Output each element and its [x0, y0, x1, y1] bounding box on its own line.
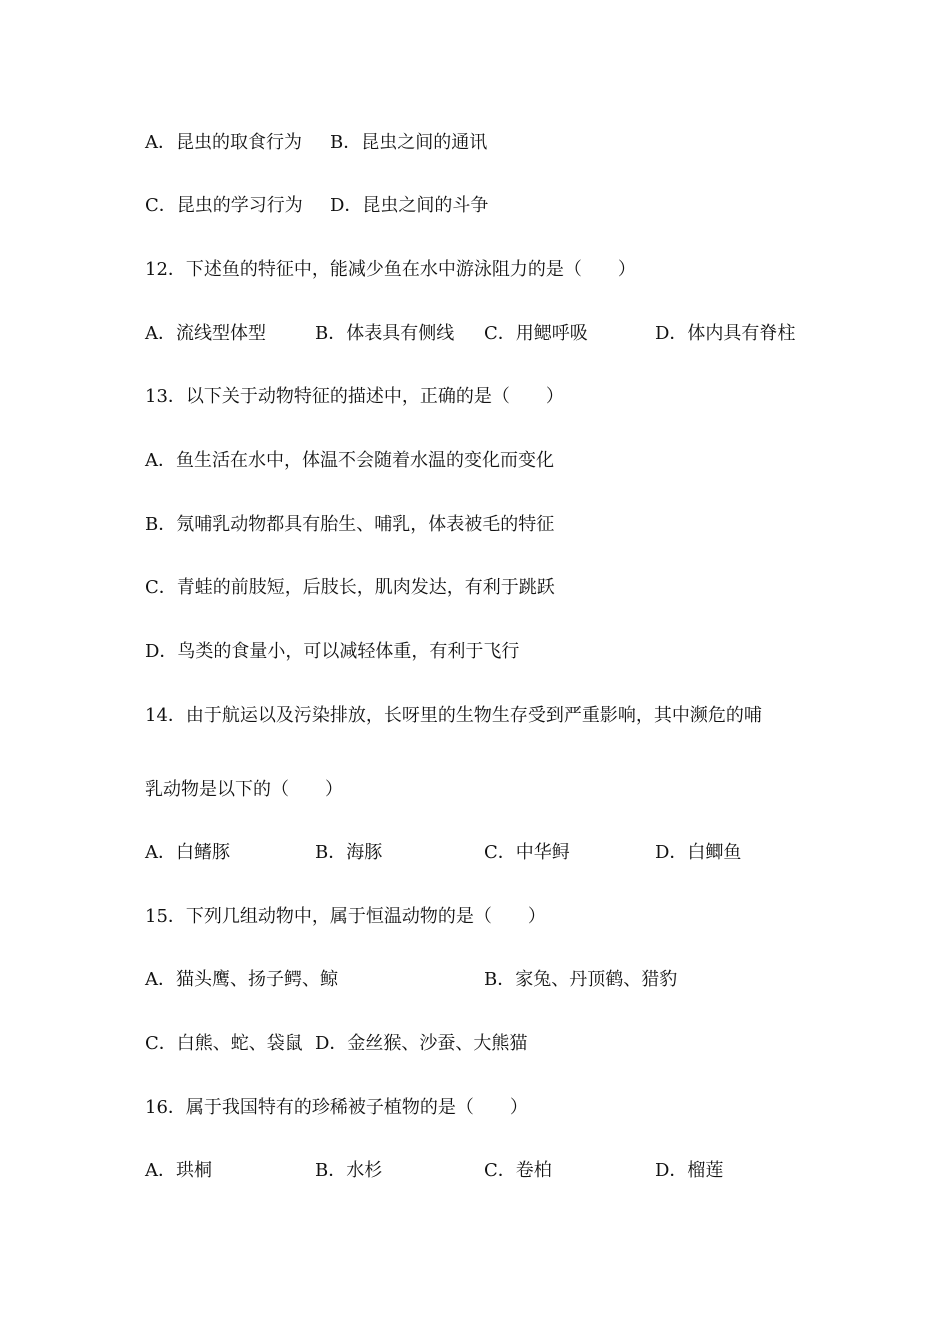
q15-option-d: D．金丝猴、沙蚕、大熊猫 — [315, 1033, 528, 1054]
q15-option-c: C．白熊、蛇、袋鼠 — [145, 1033, 303, 1054]
q15-option-b: B．家兔、丹顶鹤、猎豹 — [484, 969, 678, 990]
q12-stem: 12．下述鱼的特征中，能减少鱼在水中游泳阻力的是（ ） — [145, 259, 636, 280]
q15-option-a: A．猫头鹰、扬子鳄、鲸 — [145, 969, 338, 990]
q14-option-d: D．白鲫鱼 — [655, 842, 742, 863]
q12-option-c: C．用鳃呼吸 — [484, 323, 588, 344]
q14-option-a: A．白鳍豚 — [145, 842, 230, 863]
q13-option-d: D．鸟类的食量小，可以减轻体重，有利于飞行 — [145, 641, 520, 662]
q11-option-a: A．昆虫的取食行为 — [145, 132, 302, 153]
q14-stem-line1: 14．由于航运以及污染排放，长呀里的生物生存受到严重影响，其中濒危的哺 — [145, 705, 762, 726]
q13-option-a: A．鱼生活在水中，体温不会随着水温的变化而变化 — [145, 450, 554, 471]
q11-option-d: D．昆虫之间的斗争 — [330, 195, 489, 216]
q12-option-d: D．体内具有脊柱 — [655, 323, 796, 344]
q12-option-b: B．体表具有侧线 — [315, 323, 455, 344]
q16-option-c: C．卷柏 — [484, 1160, 552, 1181]
q12-option-a: A．流线型体型 — [145, 323, 266, 344]
q16-option-a: A．珙桐 — [145, 1160, 212, 1181]
q11-option-c: C．昆虫的学习行为 — [145, 195, 303, 216]
q16-stem: 16．属于我国特有的珍稀被子植物的是（ ） — [145, 1097, 528, 1118]
q15-stem: 15．下列几组动物中，属于恒温动物的是（ ） — [145, 906, 546, 927]
q14-option-c: C．中华鲟 — [484, 842, 570, 863]
q14-stem-line2: 乳动物是以下的（ ） — [145, 779, 343, 800]
q13-stem: 13．以下关于动物特征的描述中，正确的是（ ） — [145, 386, 564, 407]
q16-option-d: D．榴莲 — [655, 1160, 724, 1181]
q11-option-b: B．昆虫之间的通讯 — [330, 132, 488, 153]
q13-option-c: C．青蛙的前肢短，后肢长，肌肉发达，有利于跳跃 — [145, 577, 555, 598]
q16-option-b: B．水杉 — [315, 1160, 383, 1181]
q13-option-b: B．氖哺乳动物都具有胎生、哺乳，体表被毛的特征 — [145, 514, 555, 535]
q14-option-b: B．海豚 — [315, 842, 383, 863]
